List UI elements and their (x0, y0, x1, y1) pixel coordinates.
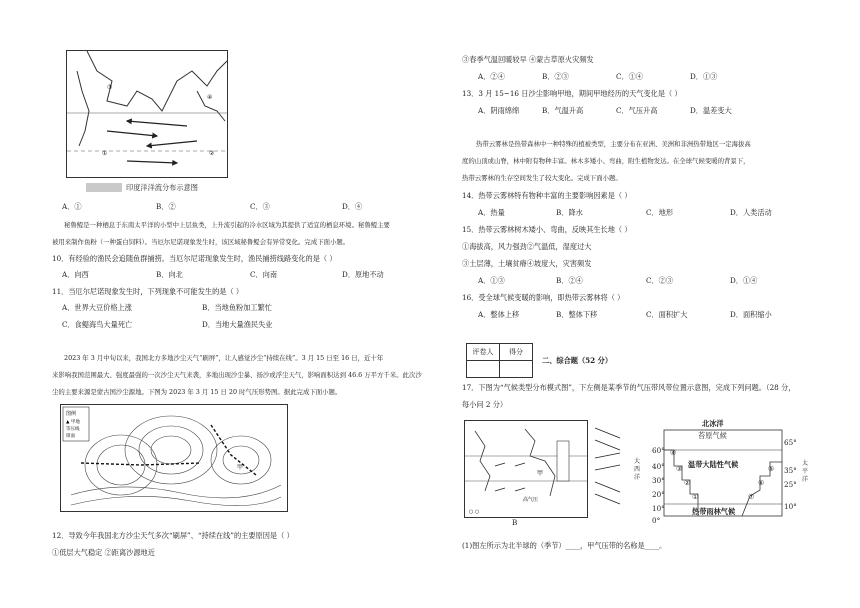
q10-option-a: A．向西 (62, 270, 89, 279)
q13-text: 13．3 月 15~16 日沙尘影响甲地，期间甲地经历的天气变化是（ ） (462, 89, 682, 98)
q10-option-c: C．向南 (250, 270, 278, 279)
section2-heading: 二、综合题（52 分） (542, 356, 613, 365)
q12-option-c: C．①④ (616, 72, 644, 81)
q9-option-a: A．① (62, 202, 82, 211)
fig-high-label: 高气压 (523, 497, 539, 503)
q13-option-d: D．温差变大 (690, 106, 732, 115)
q10-option-b: B．向北 (156, 270, 183, 279)
legend-front: 锋面 (66, 434, 75, 439)
q12-option-a: A．②④ (478, 72, 505, 81)
fig-num-3: ③ (676, 464, 683, 473)
passage2-line1: 2023 年 3 月中旬以来，我国北方多地沙尘天气“刷屏”，让人感觉沙尘“持续在线”。3 月 15 日至 16 日，近十年 (64, 354, 384, 362)
q16-option-c: C．面积扩大 (646, 310, 688, 319)
q9-option-c: C．③ (250, 202, 270, 211)
legend-isobar: 等压线 (66, 427, 80, 432)
q13-option-b: B．气温升高 (542, 106, 584, 115)
score-table-grader: 评卷人 (467, 344, 500, 361)
fig-num-4: ④ (670, 448, 677, 457)
fig-lat-right-10: 10° (784, 502, 797, 511)
q15-items-line1: ①海拔高，风力强劲②气温低，湿度过大 (462, 242, 592, 251)
fig-pacific-label: 太平洋 (802, 460, 809, 483)
passage2-line2: 来影响我国范围最大、强度最强的一次沙尘天气来袭，多地出现沙尘暴、扬沙或浮尘天气，影响面积达到 46.6 万平方千米。此次沙 (52, 371, 422, 379)
wind-belt-svg (465, 421, 587, 517)
fig-num-1: ① (692, 492, 699, 501)
q14-text: 14．热带云雾林特有物种丰富的主要影响因素是（ ） (462, 191, 632, 200)
svg-text:④: ④ (207, 94, 213, 101)
q14-option-d: D．人类活动 (730, 208, 772, 217)
legend-title: 图例 (66, 411, 77, 417)
passage2-line3: 尘的主要来源是蒙古国沙尘源地。下图为 2023 年 3 月 15 日 20 时气压形势图。据此完成下面小题。 (52, 388, 342, 396)
q11-option-a: A．世界大豆价格上涨 (62, 303, 132, 312)
left-column (52, 0, 432, 608)
passage3-line2: 度的山顶或山脊，林中附有物种丰富。林木多矮小、弯曲，附生植物发达。在全球气候变暖的背景下， (462, 157, 750, 165)
q11-option-c: C．食鳀海鸟大量死亡 (62, 320, 133, 329)
q12-option-b: B．②③ (542, 72, 569, 81)
q11-option-b: B．当地鱼粉加工繁忙 (202, 303, 272, 312)
q15-option-b: B．②④ (556, 276, 583, 285)
score-table-cell[interactable] (467, 361, 500, 378)
q16-text: 16．受全球气候变暖的影响，即热带云雾林将（ ） (462, 293, 625, 302)
q16-option-d: D．面积缩小 (730, 310, 772, 319)
right-column (462, 0, 822, 608)
score-table-cell[interactable] (500, 361, 533, 378)
fig-lat-right-25: 25° (784, 480, 797, 489)
q14-option-b: B．降水 (556, 208, 583, 217)
q17-line2: 每小问 2 分） (462, 400, 508, 409)
passage1-line1: 秘鲁鳀是一种栖息于东南太平洋的小型中上层鱼类，上升流引起的冷水区域为其提供了适宜的栖息环境。秘鲁鳀主要 (64, 221, 390, 229)
q14-option-c: C．地形 (646, 208, 674, 217)
q15-items-line2: ③土层薄，土壤贫瘠④坡度大，灾害频发 (462, 259, 592, 268)
q15-option-a: A．①③ (478, 276, 505, 285)
fig-lat-right-35: 35° (784, 466, 797, 475)
fig-tropical-label: 热带雨林气候 (692, 507, 736, 516)
fig-b-label: B (512, 518, 518, 527)
svg-text:①: ① (102, 150, 108, 157)
fig-atlantic-label: 大西洋 (634, 458, 641, 481)
q11-text: 11．当厄尔尼诺现象发生时，下列现象不可能发生的是（ ） (52, 287, 244, 296)
fig-subarctic-label: 苔原气候 (698, 431, 727, 440)
fig-lat-left-20: 20° (652, 490, 665, 499)
score-table (466, 343, 533, 378)
fig-lat-left-40: 40° (652, 462, 665, 471)
q12-items-line2: ③春季气温回暖较早 ④蒙古草原火灾频发 (462, 55, 594, 64)
pressure-situation-map (60, 404, 288, 512)
q12-option-d: D．①③ (690, 72, 718, 81)
fig-arctic-label: 北冰洋 (702, 419, 724, 428)
q13-option-a: A．阴雨绵绵 (478, 106, 520, 115)
passage3-line1: 热带云雾林是热带森林中一种特殊的植被类型，主要分布在亚洲、美洲和非洲热带地区一定海拔高 (476, 140, 751, 148)
fig-lat-left-0: 0° (652, 516, 661, 525)
q15-text: 15．热带云雾林树木矮小、弯曲，反映其生长地（ ） (462, 225, 632, 234)
q9-option-d: D．④ (342, 202, 363, 211)
fig-num-6: ⑥ (758, 478, 765, 487)
fig-lat-left-30: 30° (652, 476, 665, 485)
ocean-map-svg (67, 51, 227, 177)
q10-option-d: D．原地不动 (342, 270, 384, 279)
q11-option-d: D．当地大量渔民失业 (202, 320, 273, 329)
q14-option-a: A．热量 (478, 208, 505, 217)
wind-belt-figure (464, 420, 588, 518)
passage3-line3: 热带云雾林的生存空间发生了较大变化。完成下面小题。 (462, 174, 622, 182)
fig-jia-label: 甲 (537, 470, 544, 477)
q15-option-d: D．①④ (730, 276, 758, 285)
indian-ocean-current-map (66, 50, 228, 178)
svg-text:○ ○: ○ ○ (469, 509, 480, 515)
map1-caption: 印度洋洋流分布示意图 (126, 183, 198, 192)
q9-option-b: B．② (156, 202, 176, 211)
fig-num-5: ⑤ (768, 464, 775, 473)
svg-text:甲: 甲 (237, 464, 244, 471)
svg-text:③: ③ (107, 84, 113, 91)
svg-text:②: ② (209, 150, 215, 157)
fig-lat-left-60: 60° (652, 446, 665, 455)
fig-temperate-label: 温带大陆性气候 (688, 460, 739, 469)
pressure-map-svg (61, 405, 287, 511)
fig-num-7: ⑦ (748, 492, 755, 501)
passage1-line2: 被用来制作鱼粉（一种蛋白饲料）。当厄尔尼诺现象发生时，该区域秘鲁鳀会有异常变化。完成下面小题。 (52, 238, 350, 246)
q16-option-b: B．整体下移 (556, 310, 598, 319)
fig-lat-left-10: 10° (652, 504, 665, 513)
q16-option-a: A．整体上移 (478, 310, 520, 319)
q17-sub1: (1)图左所示为北半球的（季节）____，甲气压带的名称是____。 (462, 541, 667, 550)
q15-option-c: C．②③ (646, 276, 674, 285)
q12-items-line1: ①低层大气稳定 ②距离沙源地近 (52, 548, 155, 557)
legend-jia: ▲ 甲地 (66, 420, 80, 425)
pressure-belt-diagram (590, 418, 628, 508)
fig-lat-right-65: 65° (784, 438, 797, 447)
caption-placeholder (86, 183, 122, 192)
q10-text: 10．有经验的渔民会追随鱼群捕捞。当厄尔尼诺现象发生时，渔民捕捞线路变化的是（ ） (52, 254, 337, 263)
q12-text: 12．导致今年我国北方沙尘天气多次“刷屏”、“持续在线”的主要原因是（ ） (52, 531, 294, 540)
q13-option-c: C．气压升高 (616, 106, 658, 115)
q17-line1: 17．下图为“气候类型分布模式图”，下左侧是某季节的气压带风带位置示意图，完成下列问题。（28 分， (462, 383, 796, 392)
fig-num-2: ② (684, 478, 691, 487)
score-table-score: 得分 (500, 344, 533, 361)
